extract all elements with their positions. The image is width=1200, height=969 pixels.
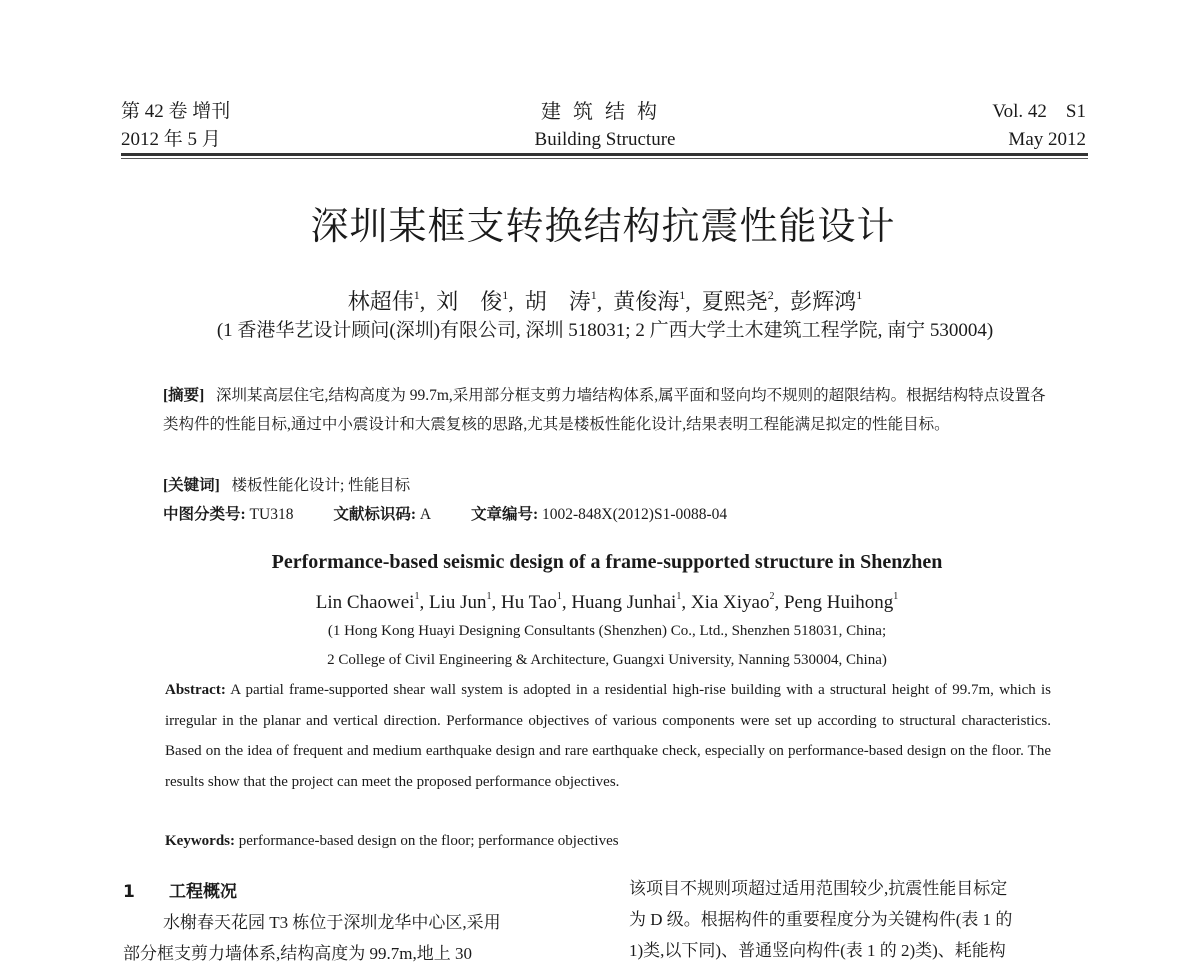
abstract-cn-label: [摘要] xyxy=(163,387,205,404)
body-line: 为 D 级。根据构件的重要程度分为关键构件(表 1 的 xyxy=(629,910,1013,929)
body-line: 该项目不规则项超过适用范围较少,抗震性能目标定 xyxy=(629,879,1008,898)
affiliation-en-line2: 2 College of Civil Engineering & Architecture, Guangxi University, Nanning 530004, China) xyxy=(327,652,887,668)
author-list-en: Lin Chaowei$^1$, Liu Jun$^1$, Hu Tao$^1$, Huang Junhai$^1$, Xia Xiyao$^2$, Peng Huihong$^1$ xyxy=(315,591,899,613)
keywords-cn-label: [关键词] xyxy=(163,477,220,494)
author: 夏熙尧$^2$ xyxy=(701,288,774,314)
section-title: 工程概况 xyxy=(169,882,237,902)
header-rule-thick xyxy=(121,153,1088,156)
abstract-cn-text: 深圳某高层住宅,结构高度为 99.7m,采用部分框支剪力墙结构体系,属平面和竖向均不规则的超限结构。根据结构特点设置各类构件的性能目标,通过中小震设计和大震复核的思路,尤其是楼板性能化设计,结果表明工程能满足拟定的性能目标。 xyxy=(163,387,1046,433)
journal-name-cn: 建筑结构 xyxy=(541,101,669,123)
issue-date-en: May 2012 xyxy=(1008,129,1086,150)
keywords-cn-text: 楼板性能化设计; 性能目标 xyxy=(231,477,411,494)
author: Liu Jun$^1$ xyxy=(428,591,492,613)
classification-meta xyxy=(163,500,1053,529)
body-column-left xyxy=(123,907,586,969)
affiliation-en-line1: (1 Hong Kong Huayi Designing Consultants (Shenzhen) Co., Ltd., Shenzhen 518031, China; xyxy=(327,623,887,639)
volume-en: Vol. 42 S1 xyxy=(992,101,1086,122)
issue-date-cn: 2012 年 5 月 xyxy=(121,129,221,150)
header-rule-thin xyxy=(121,158,1088,159)
author: 刘 俊$^1$ xyxy=(436,288,509,314)
keywords-en xyxy=(165,826,1051,856)
author: 胡 涛$^1$ xyxy=(524,288,597,314)
body-line: 1)类,以下同)、普通竖向构件(表 1 的 2)类)、耗能构 xyxy=(629,941,1006,960)
journal-name-en: Building Structure xyxy=(534,129,676,150)
affiliation-cn: (1 香港华艺设计顾问(深圳)有限公司, 深圳 518031; 2 广西大学土木建筑工程学院, 南宁 530004) xyxy=(216,320,994,341)
author: Huang Junhai$^1$ xyxy=(571,591,682,613)
section-number: 1 xyxy=(123,882,135,902)
author-list-cn: 林超伟$^1$, 刘 俊$^1$, 胡 涛$^1$, 黄俊海$^1$, 夏熙尧$^2$, 彭辉鸿$^1$ xyxy=(347,288,863,314)
paper-title-en: Performance-based seismic design of a frame-supported structure in Shenzhen xyxy=(271,551,943,573)
body-line: 部分框支剪力墙体系,结构高度为 99.7m,地上 30 xyxy=(123,944,472,963)
author: Xia Xiyao$^2$ xyxy=(690,591,775,613)
journal-volume-en xyxy=(992,98,1086,154)
author: 林超伟$^1$ xyxy=(347,288,420,314)
body-line: 水榭春天花园 T3 栋位于深圳龙华中心区,采用 xyxy=(163,913,501,932)
author: 黄俊海$^1$ xyxy=(613,288,686,314)
abstract-en-text: A partial frame-supported shear wall system is adopted in a residential high-rise building with a structural height of 99.7m, which is irregular in the planar and vertical direction. Performance objectives of various components were set up according to structural characteristics. Based on the idea of frequent and medium earthquake design and rare earthquake check, especially on performance-based design on the floor. The results show that the project can meet the proposed performance objectives. xyxy=(165,682,1051,790)
keywords-en-text: performance-based design on the floor; performance objectives xyxy=(238,833,619,849)
article-number: 文章编号: 1002-848X(2012)S1-0088-04 xyxy=(470,506,728,523)
author: Peng Huihong$^1$ xyxy=(783,591,899,613)
affiliation-en xyxy=(0,617,1200,675)
keywords-cn xyxy=(163,471,1053,500)
volume-issue: 第 42 卷 增刊 xyxy=(121,101,231,122)
author: Hu Tao$^1$ xyxy=(500,591,562,613)
body-column-right xyxy=(629,873,1091,966)
author: Lin Chaowei$^1$ xyxy=(315,591,420,613)
abstract-en xyxy=(165,675,1051,797)
author: 彭辉鸿$^1$ xyxy=(790,288,863,314)
abstract-cn xyxy=(163,381,1053,439)
keywords-en-label: Keywords: xyxy=(165,833,235,849)
paper-title: 深圳某框支转换结构抗震性能设计 xyxy=(310,204,896,248)
abstract-en-label: Abstract: xyxy=(165,682,226,698)
clc-number: 中图分类号: TU318 xyxy=(163,506,294,523)
section-heading xyxy=(123,877,237,907)
document-code: 文献标识码: A xyxy=(333,506,432,523)
